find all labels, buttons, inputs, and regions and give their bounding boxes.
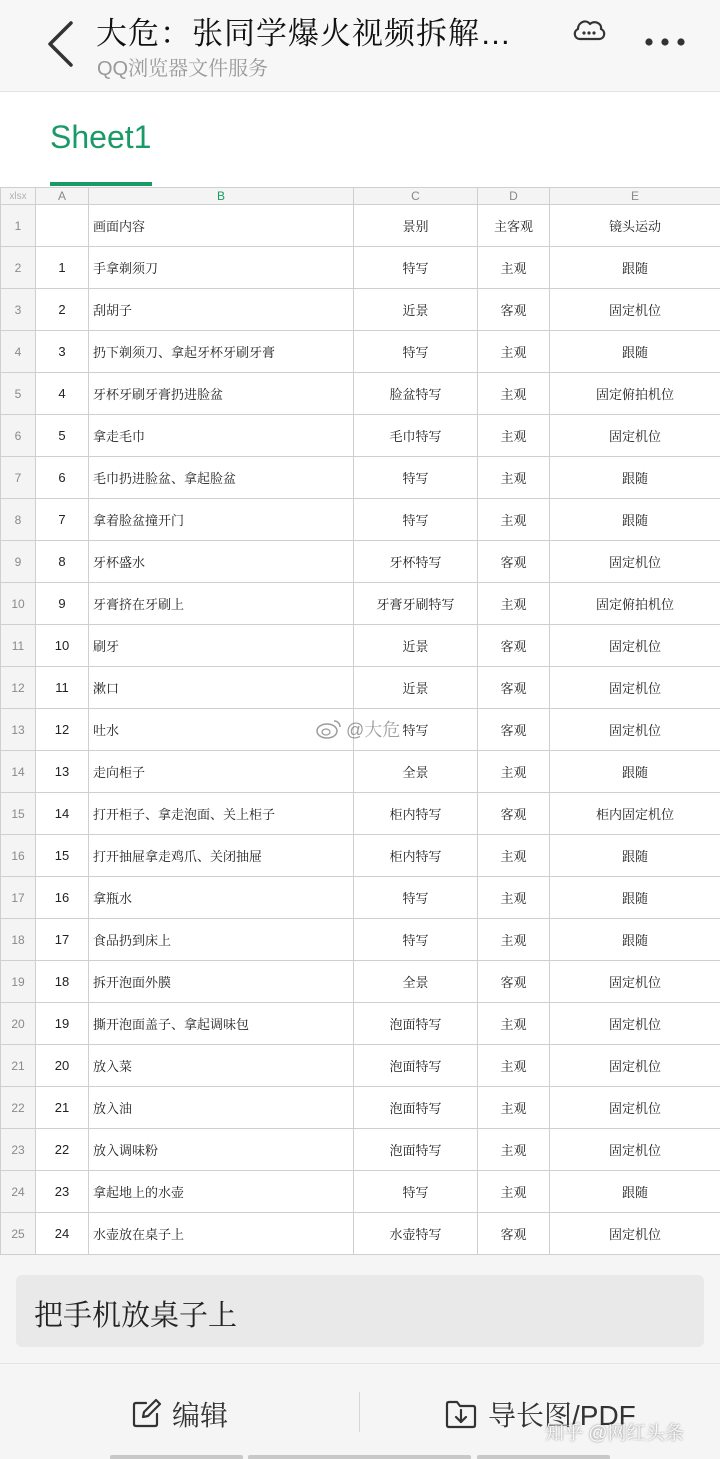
cell-perspective[interactable]: 主观 <box>478 1129 550 1171</box>
cell-index[interactable]: 15 <box>36 835 89 877</box>
row-header[interactable]: 11 <box>1 625 36 667</box>
cell-index[interactable]: 13 <box>36 751 89 793</box>
cell-perspective[interactable]: 主观 <box>478 751 550 793</box>
row-header[interactable]: 14 <box>1 751 36 793</box>
cell-camera-movement[interactable]: 跟随 <box>550 457 720 499</box>
cell-camera-movement[interactable]: 固定机位 <box>550 667 720 709</box>
cell-shot-size[interactable]: 水壶特写 <box>354 1213 478 1255</box>
cell-camera-movement[interactable]: 固定机位 <box>550 415 720 457</box>
table-row <box>1 835 720 877</box>
cell-camera-movement[interactable]: 跟随 <box>550 247 720 289</box>
tab-sheet1[interactable]: Sheet1 <box>50 119 152 155</box>
table-row <box>1 289 720 331</box>
cell-perspective[interactable]: 主观 <box>478 1045 550 1087</box>
cell-camera-movement[interactable]: 跟随 <box>550 499 720 541</box>
cell-shot-size[interactable]: 牙膏牙刷特写 <box>354 583 478 625</box>
cell-shot-size[interactable]: 柜内特写 <box>354 793 478 835</box>
cell-index[interactable]: 6 <box>36 457 89 499</box>
column-header-e[interactable]: E <box>550 188 720 205</box>
cell-shot-size[interactable]: 脸盆特写 <box>354 373 478 415</box>
toolbar-divider <box>359 1392 360 1432</box>
cell-scene-content[interactable]: 牙杯盛水 <box>89 541 354 583</box>
row-header[interactable]: 2 <box>1 247 36 289</box>
cell-scene-content[interactable]: 水壶放在桌子上 <box>89 1213 354 1255</box>
cell-index[interactable]: 14 <box>36 793 89 835</box>
top-bar <box>0 0 720 92</box>
cell-index[interactable]: 9 <box>36 583 89 625</box>
scroll-indicator <box>110 1455 243 1459</box>
cell-perspective[interactable]: 主观 <box>478 415 550 457</box>
table-row <box>1 1213 720 1255</box>
table-row <box>1 415 720 457</box>
cell-perspective[interactable]: 客观 <box>478 793 550 835</box>
cell-perspective[interactable]: 主观 <box>478 247 550 289</box>
download-icon <box>444 1398 478 1430</box>
table-row <box>1 247 720 289</box>
cell-scene-content[interactable]: 拿走毛巾 <box>89 415 354 457</box>
cell-shot-size[interactable]: 特写 <box>354 877 478 919</box>
cell-index[interactable]: 24 <box>36 1213 89 1255</box>
cell-camera-movement[interactable]: 固定机位 <box>550 1003 720 1045</box>
scroll-indicator <box>248 1455 471 1459</box>
sheet-tab-bar <box>0 93 720 188</box>
export-button-label: 导长图/PDF <box>488 1400 636 1431</box>
table-row <box>1 1129 720 1171</box>
cell-shot-size[interactable]: 近景 <box>354 625 478 667</box>
cell-camera-movement[interactable]: 柜内固定机位 <box>550 793 720 835</box>
table-row <box>1 625 720 667</box>
cell-scene-content[interactable]: 刷牙 <box>89 625 354 667</box>
cell-index[interactable]: 12 <box>36 709 89 751</box>
column-header-d[interactable]: D <box>478 188 550 205</box>
cell-scene-content[interactable]: 放入油 <box>89 1087 354 1129</box>
cell-perspective[interactable]: 主观 <box>478 835 550 877</box>
cell-shot-size[interactable]: 特写 <box>354 919 478 961</box>
row-header[interactable]: 9 <box>1 541 36 583</box>
row-header[interactable]: 6 <box>1 415 36 457</box>
table-row <box>1 1003 720 1045</box>
row-header[interactable]: 23 <box>1 1129 36 1171</box>
cell-scene-content[interactable]: 放入菜 <box>89 1045 354 1087</box>
row-header[interactable]: 10 <box>1 583 36 625</box>
cell-camera-movement[interactable]: 跟随 <box>550 751 720 793</box>
cell-perspective[interactable]: 主观 <box>478 457 550 499</box>
cell-scene-content[interactable]: 画面内容 <box>89 205 354 247</box>
cell-camera-movement[interactable]: 固定机位 <box>550 1213 720 1255</box>
cell-shot-size[interactable]: 全景 <box>354 751 478 793</box>
cell-index[interactable]: 17 <box>36 919 89 961</box>
cell-scene-content[interactable]: 漱口 <box>89 667 354 709</box>
cell-shot-size[interactable]: 特写 <box>354 499 478 541</box>
table-row <box>1 919 720 961</box>
cell-perspective[interactable]: 主观 <box>478 373 550 415</box>
cell-camera-movement[interactable]: 固定机位 <box>550 1045 720 1087</box>
cell-camera-movement[interactable]: 固定机位 <box>550 625 720 667</box>
row-header[interactable]: 5 <box>1 373 36 415</box>
cell-shot-size[interactable]: 泡面特写 <box>354 1087 478 1129</box>
cell-scene-content[interactable]: 扔下剃须刀、拿起牙杯牙刷牙膏 <box>89 331 354 373</box>
row-header[interactable]: 13 <box>1 709 36 751</box>
row-header[interactable]: 22 <box>1 1087 36 1129</box>
row-header[interactable]: 24 <box>1 1171 36 1213</box>
row-header[interactable]: 1 <box>1 205 36 247</box>
input-area <box>0 1255 720 1363</box>
cell-scene-content[interactable]: 毛巾扔进脸盆、拿起脸盆 <box>89 457 354 499</box>
cell-scene-content[interactable]: 拿起地上的水壶 <box>89 1171 354 1213</box>
table-row <box>1 667 720 709</box>
cell-index[interactable]: 18 <box>36 961 89 1003</box>
table-row <box>1 961 720 1003</box>
scroll-indicator <box>477 1455 610 1459</box>
cell-shot-size[interactable]: 泡面特写 <box>354 1045 478 1087</box>
cell-scene-content[interactable]: 手拿剃须刀 <box>89 247 354 289</box>
table-row <box>1 877 720 919</box>
row-header[interactable]: 17 <box>1 877 36 919</box>
table-row <box>1 457 720 499</box>
cell-perspective[interactable]: 客观 <box>478 709 550 751</box>
cell-shot-size[interactable]: 柜内特写 <box>354 835 478 877</box>
cell-camera-movement[interactable]: 镜头运动 <box>550 205 720 247</box>
cell-perspective[interactable]: 主观 <box>478 1087 550 1129</box>
cell-index[interactable]: 21 <box>36 1087 89 1129</box>
back-button[interactable] <box>38 18 82 70</box>
row-header[interactable]: 19 <box>1 961 36 1003</box>
cell-index[interactable]: 8 <box>36 541 89 583</box>
document-title: 大危：张同学爆火视频拆解… <box>96 16 512 51</box>
cell-shot-size[interactable]: 牙杯特写 <box>354 541 478 583</box>
more-icon <box>643 37 687 47</box>
cell-scene-content[interactable]: 打开柜子、拿走泡面、关上柜子 <box>89 793 354 835</box>
cell-scene-content[interactable]: 拆开泡面外膜 <box>89 961 354 1003</box>
cell-shot-size[interactable]: 特写 <box>354 457 478 499</box>
cell-shot-size[interactable]: 特写 <box>354 709 478 751</box>
row-header[interactable]: 16 <box>1 835 36 877</box>
cell-perspective[interactable]: 客观 <box>478 667 550 709</box>
table-row <box>1 1087 720 1129</box>
cell-camera-movement[interactable]: 固定机位 <box>550 1129 720 1171</box>
cell-scene-content[interactable]: 牙杯牙刷牙膏扔进脸盆 <box>89 373 354 415</box>
cell-perspective[interactable]: 主观 <box>478 919 550 961</box>
cell-camera-movement[interactable]: 跟随 <box>550 919 720 961</box>
row-header[interactable]: 15 <box>1 793 36 835</box>
cell-scene-content[interactable]: 吐水 <box>89 709 354 751</box>
cell-perspective[interactable]: 主客观 <box>478 205 550 247</box>
cell-perspective[interactable]: 客观 <box>478 961 550 1003</box>
edit-button-label: 编辑 <box>172 1400 229 1431</box>
document-source: QQ浏览器文件服务 <box>97 58 269 80</box>
cell-index[interactable]: 20 <box>36 1045 89 1087</box>
table-row <box>1 583 720 625</box>
cell-shot-size[interactable]: 毛巾特写 <box>354 415 478 457</box>
cell-scene-content[interactable]: 牙膏挤在牙刷上 <box>89 583 354 625</box>
cell-scene-content[interactable]: 食品扔到床上 <box>89 919 354 961</box>
table-row <box>1 373 720 415</box>
cell-camera-movement[interactable]: 固定机位 <box>550 541 720 583</box>
cell-shot-size[interactable]: 全景 <box>354 961 478 1003</box>
cell-index[interactable]: 2 <box>36 289 89 331</box>
cell-camera-movement[interactable]: 跟随 <box>550 835 720 877</box>
cell-perspective[interactable]: 客观 <box>478 625 550 667</box>
cell-content-field[interactable] <box>16 1275 704 1347</box>
row-header[interactable]: 4 <box>1 331 36 373</box>
cell-perspective[interactable]: 客观 <box>478 1213 550 1255</box>
table-row <box>1 793 720 835</box>
cell-scene-content[interactable]: 拿瓶水 <box>89 877 354 919</box>
zhihu-watermark: 知乎 @网红头条 <box>545 1423 684 1444</box>
column-header-b[interactable]: B <box>89 188 354 205</box>
table-row <box>1 499 720 541</box>
cell-scene-content[interactable]: 放入调味粉 <box>89 1129 354 1171</box>
cell-perspective[interactable]: 主观 <box>478 877 550 919</box>
row-header[interactable]: 20 <box>1 1003 36 1045</box>
table-row <box>1 751 720 793</box>
cell-camera-movement[interactable]: 跟随 <box>550 877 720 919</box>
cell-shot-size[interactable]: 特写 <box>354 1171 478 1213</box>
cell-perspective[interactable]: 客观 <box>478 289 550 331</box>
cell-index[interactable]: 1 <box>36 247 89 289</box>
sheet-corner[interactable]: xlsx <box>1 188 36 205</box>
table-row <box>1 1045 720 1087</box>
cell-camera-movement[interactable]: 跟随 <box>550 1171 720 1213</box>
table-header-row <box>1 205 720 247</box>
cell-index[interactable]: 19 <box>36 1003 89 1045</box>
cell-perspective[interactable]: 主观 <box>478 1003 550 1045</box>
cell-shot-size[interactable]: 泡面特写 <box>354 1003 478 1045</box>
cell-scene-content[interactable]: 拿着脸盆撞开门 <box>89 499 354 541</box>
weibo-logo-icon <box>316 718 342 740</box>
cell-index[interactable]: 3 <box>36 331 89 373</box>
cell-index[interactable]: 23 <box>36 1171 89 1213</box>
cell-perspective[interactable]: 主观 <box>478 331 550 373</box>
cell-perspective[interactable]: 主观 <box>478 499 550 541</box>
cell-index[interactable]: 7 <box>36 499 89 541</box>
tab-indicator <box>50 182 152 186</box>
cell-camera-movement[interactable]: 固定机位 <box>550 289 720 331</box>
cell-index[interactable]: 4 <box>36 373 89 415</box>
row-header[interactable]: 25 <box>1 1213 36 1255</box>
cell-index[interactable]: 5 <box>36 415 89 457</box>
table-row <box>1 1171 720 1213</box>
row-header[interactable]: 18 <box>1 919 36 961</box>
cell-camera-movement[interactable]: 固定俯拍机位 <box>550 373 720 415</box>
row-header[interactable]: 8 <box>1 499 36 541</box>
cell-shot-size[interactable]: 特写 <box>354 331 478 373</box>
cell-shot-size[interactable]: 景别 <box>354 205 478 247</box>
cell-camera-movement[interactable]: 固定机位 <box>550 961 720 1003</box>
cell-content-text: 把手机放桌子上 <box>34 1300 238 1332</box>
row-header[interactable]: 3 <box>1 289 36 331</box>
cell-scene-content[interactable]: 刮胡子 <box>89 289 354 331</box>
weibo-watermark <box>316 716 400 742</box>
edit-icon <box>130 1398 162 1430</box>
column-header-row <box>1 188 720 205</box>
column-header-a[interactable]: A <box>36 188 89 205</box>
more-button[interactable] <box>640 22 690 62</box>
row-header[interactable]: 12 <box>1 667 36 709</box>
cell-index[interactable]: 22 <box>36 1129 89 1171</box>
table-row <box>1 331 720 373</box>
edit-button[interactable] <box>130 1394 228 1434</box>
cell-camera-movement[interactable]: 跟随 <box>550 331 720 373</box>
cell-perspective[interactable]: 客观 <box>478 541 550 583</box>
cell-index[interactable]: 16 <box>36 877 89 919</box>
row-header[interactable]: 21 <box>1 1045 36 1087</box>
back-arrow-icon <box>45 20 75 68</box>
table-row <box>1 541 720 583</box>
weibo-watermark-text: @大危 <box>346 720 401 740</box>
cell-index[interactable] <box>36 205 89 247</box>
cell-camera-movement[interactable]: 固定机位 <box>550 709 720 751</box>
cell-shot-size[interactable]: 特写 <box>354 247 478 289</box>
cell-scene-content[interactable]: 打开抽屉拿走鸡爪、关闭抽屉 <box>89 835 354 877</box>
cell-perspective[interactable]: 主观 <box>478 1171 550 1213</box>
cell-scene-content[interactable]: 走向柜子 <box>89 751 354 793</box>
column-header-c[interactable]: C <box>354 188 478 205</box>
cell-camera-movement[interactable]: 固定俯拍机位 <box>550 583 720 625</box>
cell-index[interactable]: 10 <box>36 625 89 667</box>
cell-scene-content[interactable]: 撕开泡面盖子、拿起调味包 <box>89 1003 354 1045</box>
cell-shot-size[interactable]: 泡面特写 <box>354 1129 478 1171</box>
row-header[interactable]: 7 <box>1 457 36 499</box>
cell-perspective[interactable]: 主观 <box>478 583 550 625</box>
cloud-icon[interactable] <box>571 14 607 44</box>
cell-index[interactable]: 11 <box>36 667 89 709</box>
cell-shot-size[interactable]: 近景 <box>354 667 478 709</box>
cell-shot-size[interactable]: 近景 <box>354 289 478 331</box>
cell-camera-movement[interactable]: 固定机位 <box>550 1087 720 1129</box>
